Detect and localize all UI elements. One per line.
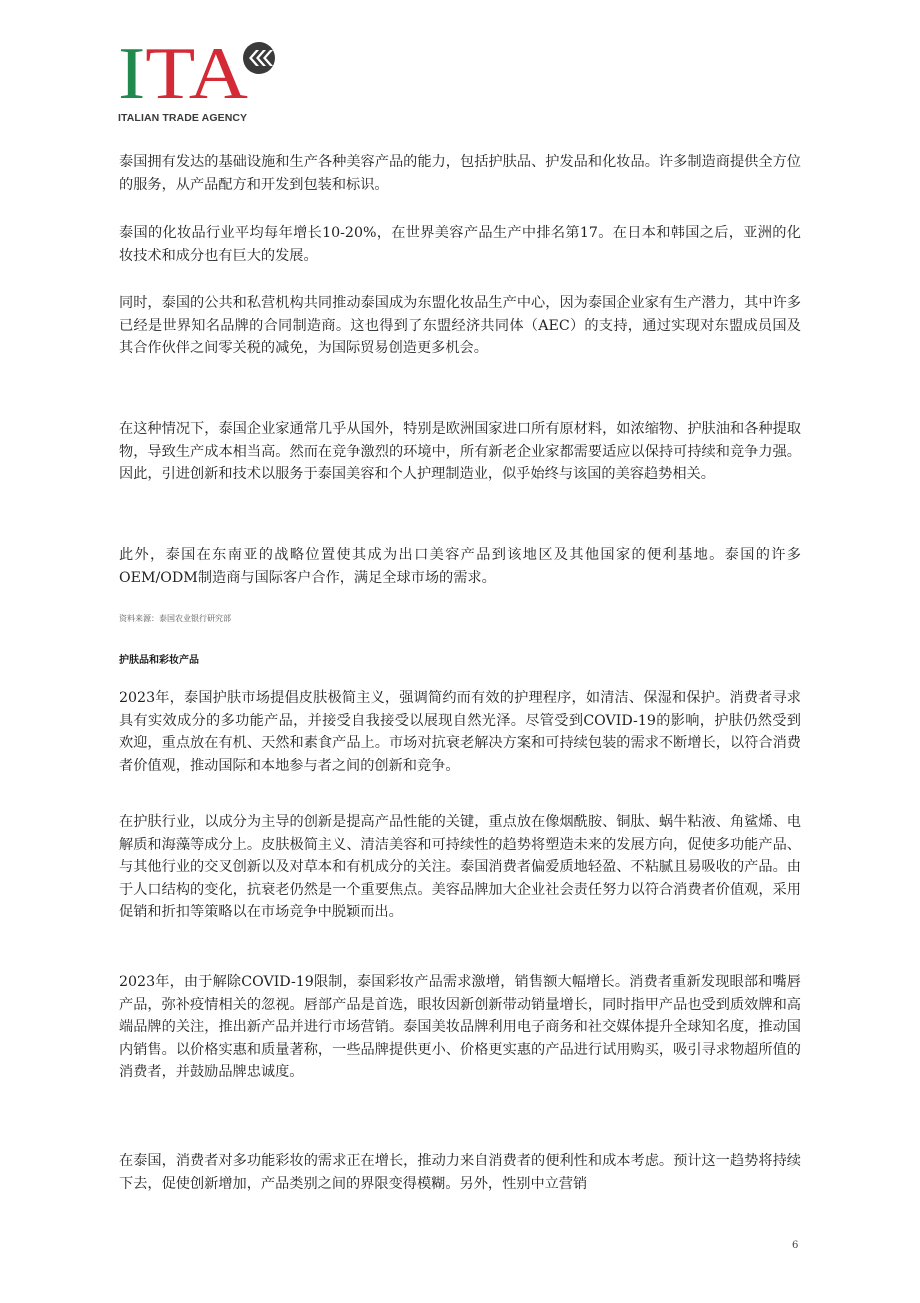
paragraph-strategic-location: 此外，泰国在东南亚的战略位置使其成为出口美容产品到该地区及其他国家的便利基地。泰国的许多OEM/ODM制造商与国际客户合作，满足全球市场的需求。 — [119, 547, 801, 586]
paragraph-asean-hub: 同时，泰国的公共和私营机构共同推动泰国成为东盟化妆品生产中心，因为泰国企业家有生产潜力，其中许多已经是世界知名品牌的合同制造商。这也得到了东盟经济共同体（AEC）的支持，通过实现对东盟成员国及其合作伙伴之间零关税的减免，为国际贸易创造更多机会。 — [119, 295, 801, 357]
svg-text:ITA — [118, 40, 248, 106]
logo-letter-i: I — [118, 40, 143, 106]
source-note: 资料来源：泰国农业银行研究部 — [119, 614, 231, 623]
paragraph-multifunctional-makeup: 在泰国，消费者对多功能彩妆的需求正在增长，推动力来自消费者的便利性和成本考虑。预计这一趋势将持续下去，促使创新增加，产品类别之间的界限变得模糊。另外，性别中立营销 — [119, 1153, 801, 1192]
section-heading: 护肤品和彩妆产品 — [119, 655, 199, 666]
paragraph-industry-growth: 泰国的化妆品行业平均每年增长10-20%，在世界美容产品生产中排名第17。在日本和韩国之后，亚洲的化妆技术和成分也有巨大的发展。 — [119, 225, 801, 264]
ita-logo-icon — [118, 40, 288, 106]
logo-letter-a: A — [188, 40, 243, 106]
page-number: 6 — [792, 1240, 799, 1251]
logo-arrows-icon — [243, 42, 275, 74]
ita-logo — [118, 40, 288, 124]
agency-name: ITALIAN TRADE AGENCY — [118, 112, 248, 124]
paragraph-skincare-2023: 2023年，泰国护肤市场提倡皮肤极简主义，强调简约而有效的护理程序，如清洁、保湿和保护。消费者寻求具有实效成分的多功能产品，并接受自我接受以展现自然光泽。尽管受到COVID-19的影响，护肤仍然受到欢迎，重点放在有机、天然和素食产品上。市场对抗衰老解决方案和可持续包装的需求不断增长，以符合消费者价值观，推动国际和本地参与者之间的创新和竞争。 — [119, 690, 801, 774]
paragraph-skincare-innovation: 在护肤行业，以成分为主导的创新是提高产品性能的关键，重点放在像烟酰胺、铜肽、蜗牛粘液、角鲨烯、电解质和海藻等成分上。皮肤极简主义、清洁美容和可持续性的趋势将塑造未来的发展方向，促使多功能产品、与其他行业的交叉创新以及对草本和有机成分的关注。泰国消费者偏爱质地轻盈、不粘腻且易吸收的产品。由于人口结构的变化，抗衰老仍然是一个重要焦点。美容品牌加大企业社会责任努力以符合消费者价值观，采用促销和折扣等策略以在市场竞争中脱颖而出。 — [119, 814, 801, 921]
paragraph-infrastructure: 泰国拥有发达的基础设施和生产各种美容产品的能力，包括护肤品、护发品和化妆品。许多制造商提供全方位的服务，从产品配方和开发到包装和标识。 — [119, 154, 801, 193]
logo-letter-t: T — [145, 40, 185, 106]
paragraph-raw-materials: 在这种情况下，泰国企业家通常几乎从国外，特别是欧洲国家进口所有原材料，如浓缩物、护肤油和各种提取物，导致生产成本相当高。然而在竞争激烈的环境中，所有新老企业家都需要适应以保持可持续和竞争力强。因此，引进创新和技术以服务于泰国美容和个人护理制造业，似乎始终与该国的美容趋势相关。 — [119, 421, 801, 483]
paragraph-makeup-2023: 2023年，由于解除COVID-19限制，泰国彩妆产品需求激增，销售额大幅增长。消费者重新发现眼部和嘴唇产品，弥补疫情相关的忽视。唇部产品是首选，眼妆因新创新带动销量增长，同时指甲产品也受到质效牌和高端品牌的关注，推出新产品并进行市场营销。泰国美妆品牌利用电子商务和社交媒体提升全球知名度，推动国内销售。以价格实惠和质量著称，一些品牌提供更小、价格更实惠的产品进行试用购买，吸引寻求物超所值的消费者，并鼓励品牌忠诚度。 — [119, 974, 801, 1081]
